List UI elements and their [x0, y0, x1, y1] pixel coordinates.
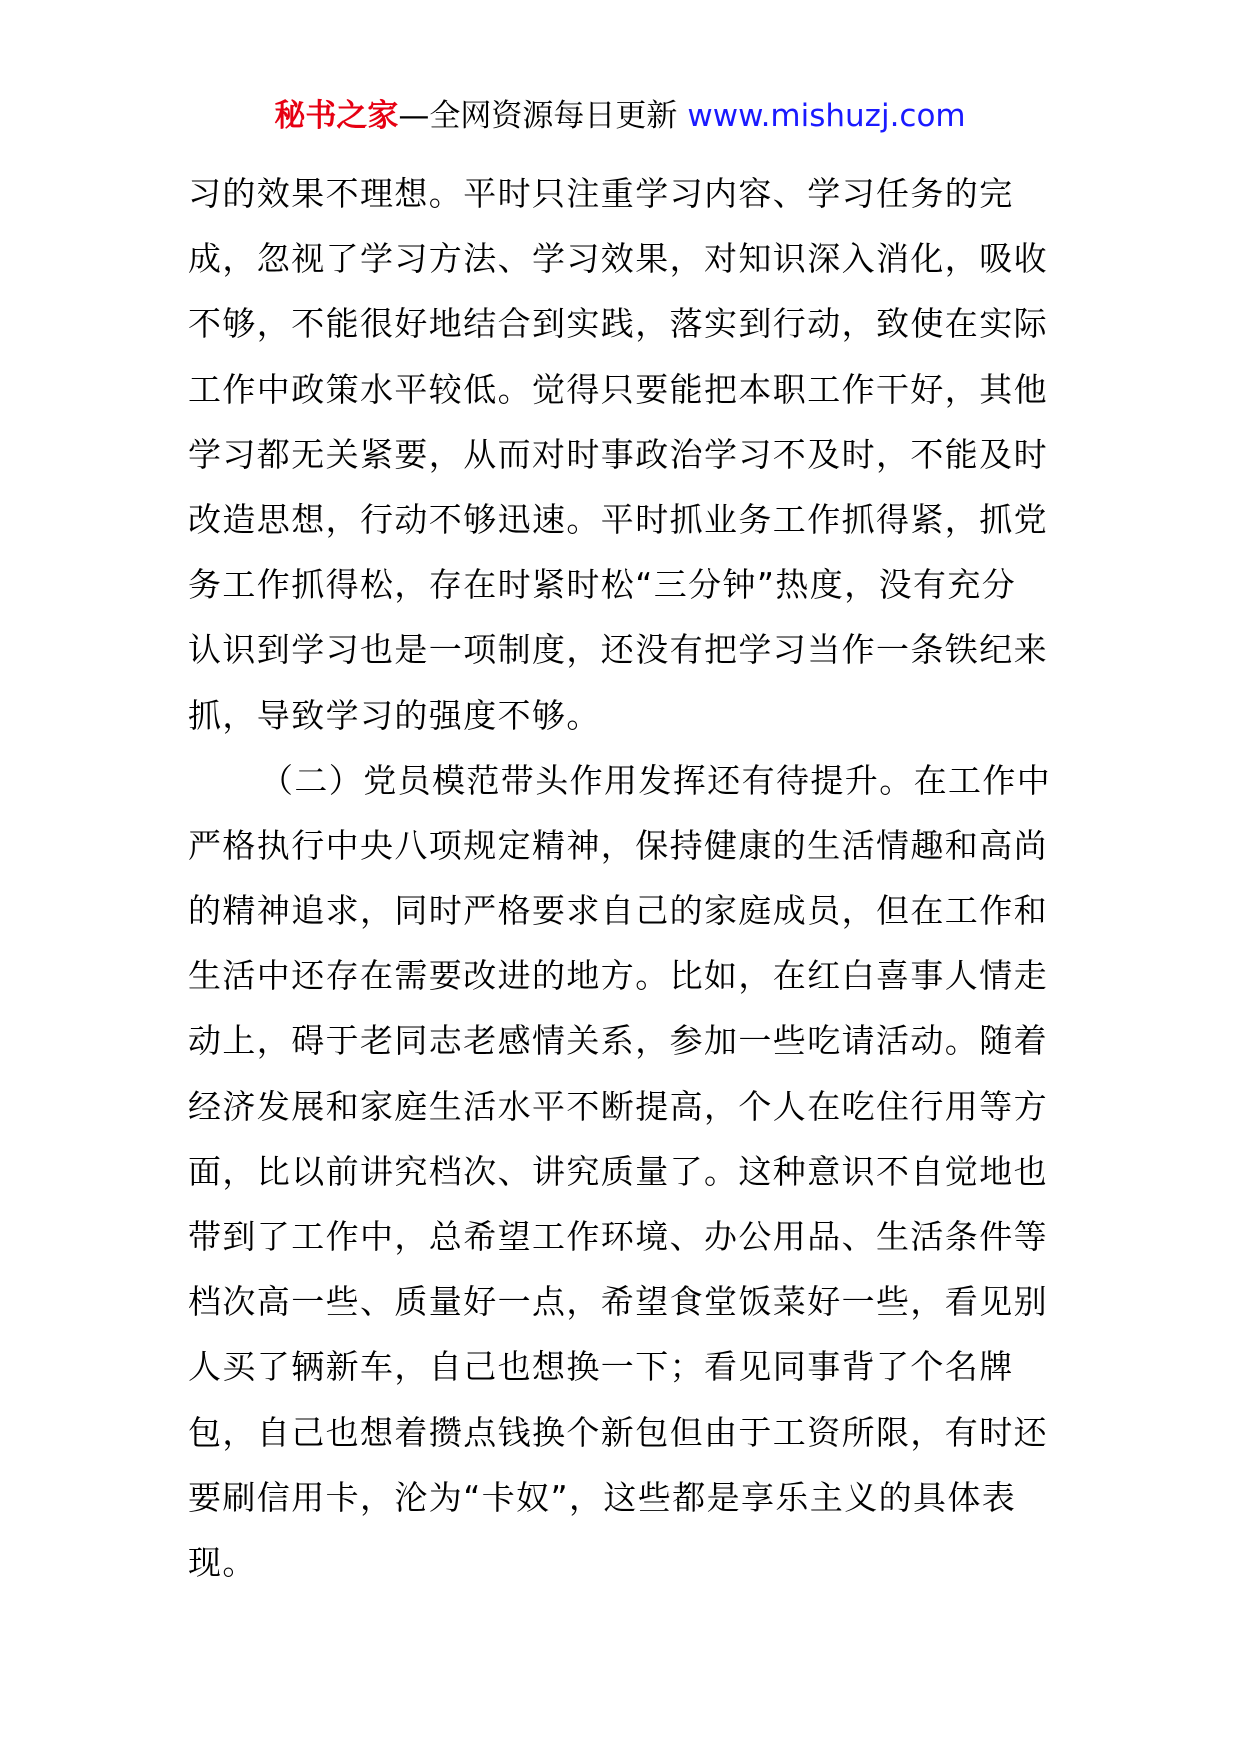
text-line: 要刷信用卡，沦为“卡奴”，这些都是享乐主义的具体表: [188, 1477, 1017, 1517]
site-header: [0, 96, 1240, 136]
text-line: 务工作抓得松，存在时紧时松“三分钟”热度，没有充分: [188, 565, 1017, 605]
text-line: 现。: [188, 1542, 257, 1582]
text-line: 动上，碍于老同志老感情关系，参加一些吃请活动。随着: [188, 1021, 1048, 1061]
text-line: 经济发展和家庭生活水平不断提高，个人在吃住行用等方: [188, 1086, 1048, 1126]
text-line: 认识到学习也是一项制度，还没有把学习当作一条铁纪来: [188, 630, 1048, 670]
site-tagline: —全网资源每日更新: [398, 98, 678, 134]
text-line: 包，自己也想着攒点钱换个新包但由于工资所限，有时还: [188, 1412, 1048, 1452]
text-line: 严格执行中央八项规定精神，保持健康的生活情趣和高尚: [188, 825, 1048, 865]
text-line: 工作中政策水平较低。觉得只要能把本职工作干好，其他: [188, 369, 1048, 409]
site-brand: 秘书之家: [274, 98, 399, 134]
text-line: 习的效果不理想。平时只注重学习内容、学习任务的完: [188, 174, 1014, 213]
text-line: 不够，不能很好地结合到实践，落实到行动，致使在实际: [188, 304, 1048, 344]
text-line: 面，比以前讲究档次、讲究质量了。这种意识不自觉地也: [188, 1151, 1048, 1191]
document-body: [188, 161, 1060, 1595]
text-line: 人买了辆新车，自己也想换一下；看见同事背了个名牌: [188, 1347, 1014, 1387]
text-line: 档次高一些、质量好一点，希望食堂饭菜好一些，看见别: [188, 1282, 1048, 1322]
text-line: 改造思想，行动不够迅速。平时抓业务工作抓得紧，抓党: [188, 499, 1048, 539]
text-line: 生活中还存在需要改进的地方。比如，在红白喜事人情走: [188, 956, 1048, 996]
text-line: 抓，导致学习的强度不够。: [188, 695, 601, 735]
text-line: 学习都无关紧要，从而对时事政治学习不及时，不能及时: [188, 434, 1048, 474]
text-line: 带到了工作中，总希望工作环境、办公用品、生活条件等: [188, 1217, 1048, 1256]
section-heading-line: （二）党员模范带头作用发挥还有待提升。在工作中: [260, 760, 1052, 800]
text-line: 成，忽视了学习方法、学习效果，对知识深入消化，吸收: [188, 239, 1048, 279]
site-url-link[interactable]: www.mishuzj.com: [687, 98, 966, 134]
text-line: 的精神追求，同时严格要求自己的家庭成员，但在工作和: [188, 891, 1048, 931]
